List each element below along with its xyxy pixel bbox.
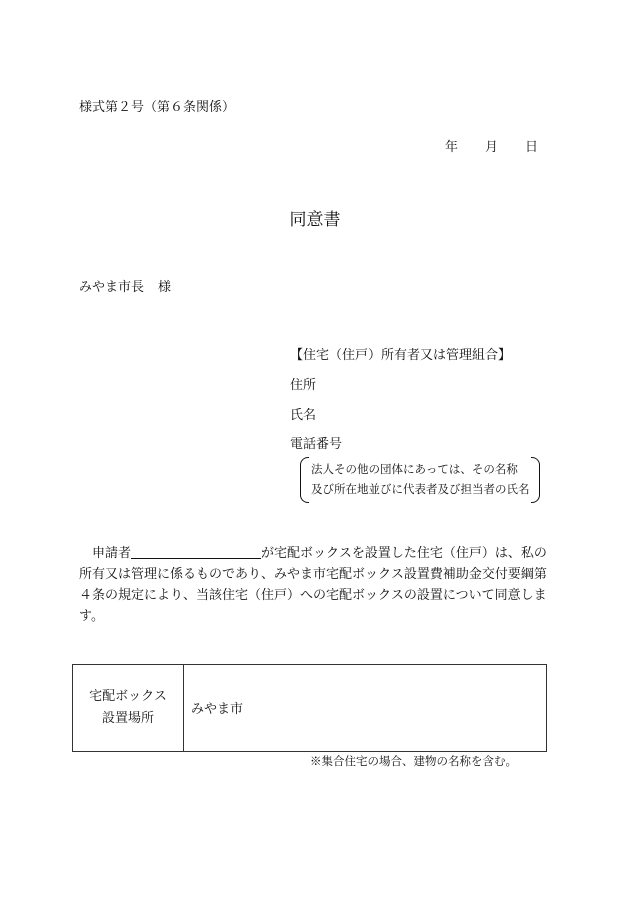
addressee-honorific: 様 [158,280,172,295]
applicant-name-blank [131,544,261,559]
addressee-name: みやま市長 [79,280,145,295]
date-day-label: 日 [525,140,539,155]
date-year-label: 年 [445,140,459,155]
left-bracket [300,457,309,503]
installation-place-value: みやま市 [191,702,244,717]
applicant-prefix: 申請者 [92,546,132,561]
phone-label: 電話番号 [290,437,343,452]
note-line-2: 及び所在地並びに代表者及び担当者の氏名 [311,482,530,496]
consent-body [79,543,553,627]
installation-place-label [73,665,184,751]
installation-place-label-line-2: 設置場所 [101,711,154,726]
corporate-note-text [311,459,530,499]
right-bracket [531,457,540,503]
date-line [445,136,538,155]
installation-place-table [72,664,547,752]
note-line-1: 法人その他の団体にあっては、その名称 [311,462,518,476]
address-label: 住所 [290,378,317,393]
form-number: 様式第２号（第６条関係） [79,100,236,115]
installation-place-label-line-1: 宅配ボックス [89,689,167,704]
footnote: ※集合住宅の場合、建物の名称を含む。 [310,754,517,768]
addressee [79,276,171,295]
document-title: 同意書 [289,210,341,230]
corporate-note [300,455,540,503]
date-month-label: 月 [485,140,499,155]
owner-section-heading: 【住宅（住戸）所有者又は管理組合】 [290,348,512,363]
consent-text: が宅配ボックスを設置した住宅（住戸）は、私の所有又は管理に係るものであり、みやま市宅配ボックス設置費補助金交付要綱第４条の規定により、当該住宅（住戸）への宅配ボックスの設置について同意します。 [79,546,547,624]
name-label: 氏名 [290,408,317,423]
